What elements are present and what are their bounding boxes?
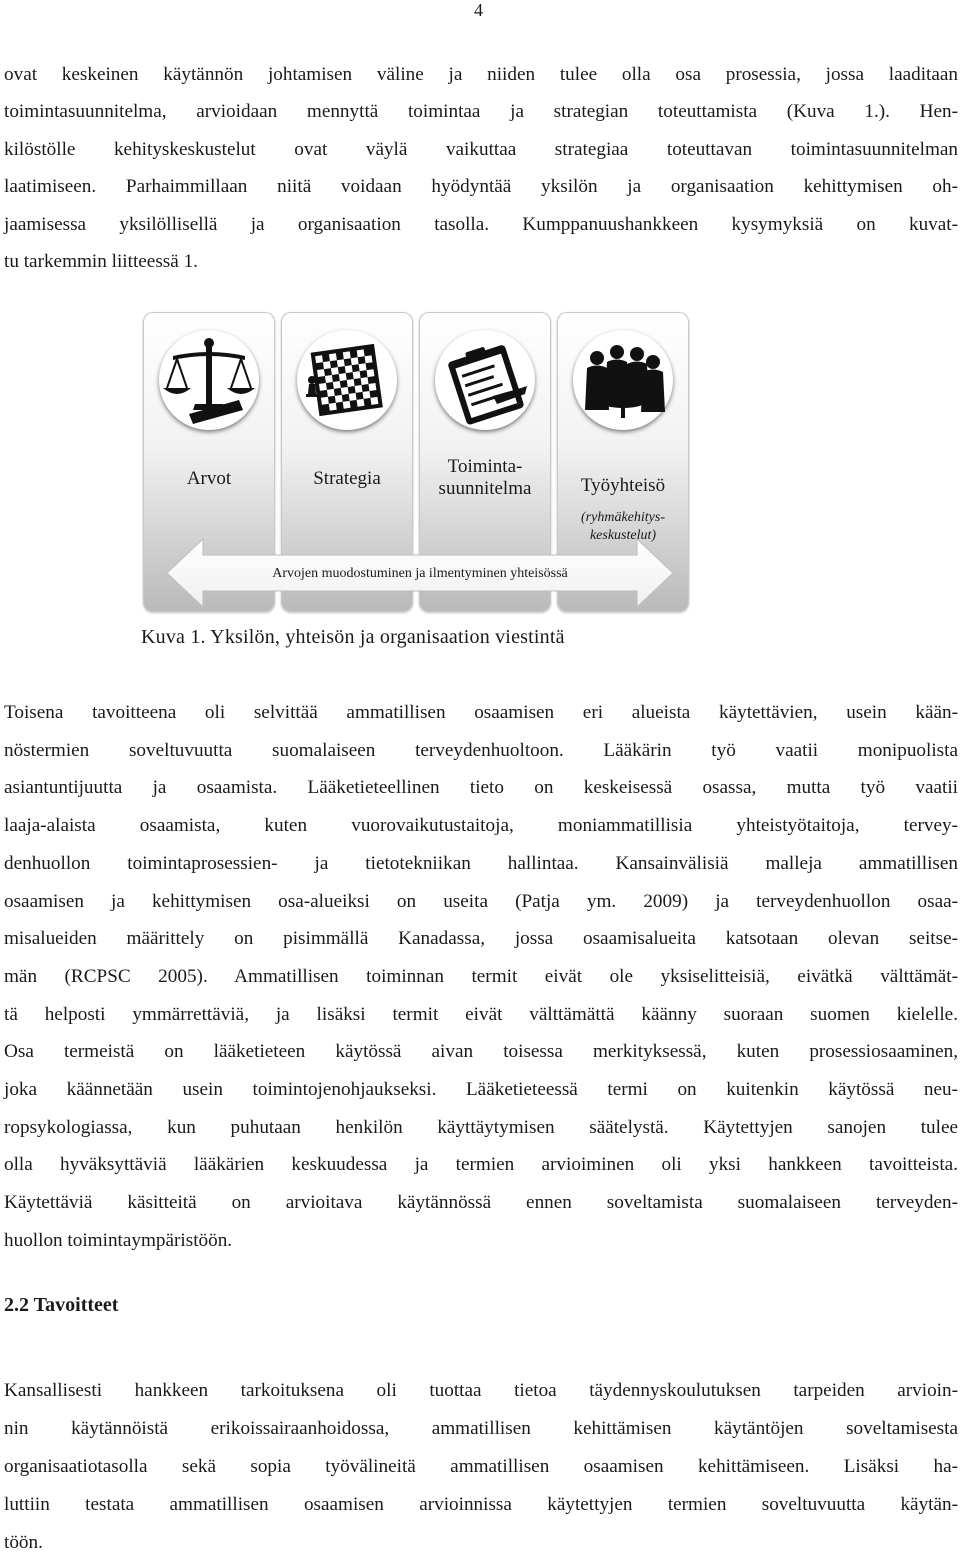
text-line: Toisena tavoitteena oli selvittää ammatillisen osaamisen eri alueista käytettävien, usein kään- bbox=[4, 702, 958, 723]
paragraph-objectives bbox=[4, 694, 958, 1260]
panel-label-strategia: Strategia bbox=[313, 468, 381, 489]
figure-communication-diagram bbox=[143, 312, 691, 614]
text-line: ropsykologiassa, kun puhutaan henkilön käyttäytymisen säätelystä. Käytettyjen sanojen tulee bbox=[4, 1116, 958, 1138]
text-line: asiantuntijuutta ja osaamista. Lääketieteellinen tieto on keskeisessä osassa, mutta työ vaatii bbox=[4, 777, 958, 799]
section-heading: 2.2 Tavoitteet bbox=[4, 1294, 119, 1316]
figure-caption: Kuva 1. Yksilön, yhteisön ja organisaation viestintä bbox=[141, 626, 565, 648]
text-line: kilöstölle kehityskeskustelut ovat väylä vaikuttaa strategiaa toteuttavan toimintasuunnitelman bbox=[4, 138, 958, 160]
text-line: osaamisen ja kehittymisen osa-alueiksi on useita (Patja ym. 2009) ja terveydenhuollon osaa- bbox=[4, 890, 958, 912]
text-line: Kansallisesti hankkeen tarkoituksena oli tuottaa tietoa täydennyskoulutuksen tarpeiden arvioin- bbox=[4, 1380, 958, 1401]
text-line: nin käytännöistä erikoissairaanhoidossa, ammatillisen kehittämisen käytäntöjen soveltamisesta bbox=[4, 1417, 958, 1439]
panel-label-tyoyhteiso: Työyhteisö bbox=[580, 475, 666, 496]
text-line: denhuollon toimintaprosessien- ja tietotekniikan hallintaa. Kansainvälisiä malleja ammatillisen bbox=[4, 852, 958, 874]
panel-label-arvot: Arvot bbox=[186, 468, 232, 489]
paragraph-intro bbox=[4, 56, 958, 280]
text-line: joka käännetään usein toimintojenohjaukseksi. Lääketieteessä termi on kuitenkin käytössä neu- bbox=[4, 1079, 958, 1101]
text-line: organisaatiotasolla sekä sopia työvälineitä ammatillisen osaamisen kehittämiseen. Lisäksi ha- bbox=[4, 1455, 958, 1477]
icon-badge bbox=[297, 330, 397, 430]
text-line: jaamisessa yksilöllisellä ja organisaation tasolla. Kumppanuushankkeen kysymyksiä on kuvat- bbox=[4, 213, 958, 235]
text-line: huollon toimintaympäristöön. bbox=[4, 1229, 233, 1251]
group-meeting-icon bbox=[573, 330, 673, 430]
text-line: toimintasuunnitelma, arvioidaan mennyttä toimintaa ja strategian toteuttamista (Kuva 1.). Hen- bbox=[4, 101, 958, 123]
arrow-label: Arvojen muodostuminen ja ilmentyminen yhteisössä bbox=[272, 566, 568, 581]
page-number: 4 bbox=[474, 0, 483, 20]
panel-label-toimintasuunnitelma bbox=[419, 456, 551, 500]
panel-sublabel-line: (ryhmäkehitys- bbox=[581, 510, 665, 525]
text-line: tä helposti ymmärrettäviä, ja lisäksi termit eivät välttämättä käänny suoraan suomen kielelle. bbox=[4, 1003, 958, 1025]
text-line: laaja-alaista osaamista, kuten vuorovaikutustaitoja, moniammatillisia yhteistyötaitoja, tervey- bbox=[4, 815, 958, 837]
text-line: misalueiden määrittely on pisimmällä Kanadassa, jossa osaamisalueita katsotaan olevan seitse- bbox=[4, 928, 958, 950]
text-line: Osa termeistä on lääketieteen käytössä aivan toisessa merkityksessä, kuten prosessiosaaminen, bbox=[4, 1041, 958, 1063]
text-line: luttiin testata ammatillisen osaamisen arvioinnissa käytettyjen termien soveltuvuutta käytän- bbox=[4, 1493, 958, 1515]
panel-label-line: suunnitelma bbox=[438, 478, 532, 499]
text-line: tu tarkemmin liitteessä 1. bbox=[4, 251, 198, 273]
icon-badge bbox=[159, 330, 259, 430]
panel-label-line: Toiminta- bbox=[447, 456, 523, 477]
text-line: nöstermien soveltuvuutta suomalaiseen terveydenhuoltoon. Lääkärin työ vaatii monipuolista bbox=[4, 739, 958, 761]
text-line: män (RCPSC 2005). Ammatillisen toiminnan termit eivät ole yksiselitteisiä, eivätkä välttämät- bbox=[4, 965, 958, 987]
text-line: töön. bbox=[4, 1531, 43, 1553]
icon-badge bbox=[435, 330, 535, 430]
panel-sublabel-line: keskustelut) bbox=[589, 528, 657, 543]
text-line: laatimiseen. Parhaimmillaan niitä voidaan hyödyntää yksilön ja organisaation kehittymisen oh- bbox=[4, 176, 958, 198]
clipboard-icon bbox=[435, 330, 535, 430]
text-line: Käytettäviä käsitteitä on arvioitava käytännössä ennen soveltamista suomalaiseen terveyden- bbox=[4, 1192, 958, 1214]
icon-badge bbox=[573, 330, 673, 430]
text-line: ovat keskeinen käytännön johtamisen väline ja niiden tulee olla osa prosessia, jossa laaditaan bbox=[4, 64, 958, 85]
paragraph-goals bbox=[4, 1372, 958, 1562]
scales-icon bbox=[159, 330, 259, 430]
text-line: olla hyväksyttäviä lääkärien keskuudessa ja termien arvioiminen oli yksi hankkeen tavoitteista. bbox=[4, 1154, 958, 1176]
chessboard-icon bbox=[297, 330, 397, 430]
